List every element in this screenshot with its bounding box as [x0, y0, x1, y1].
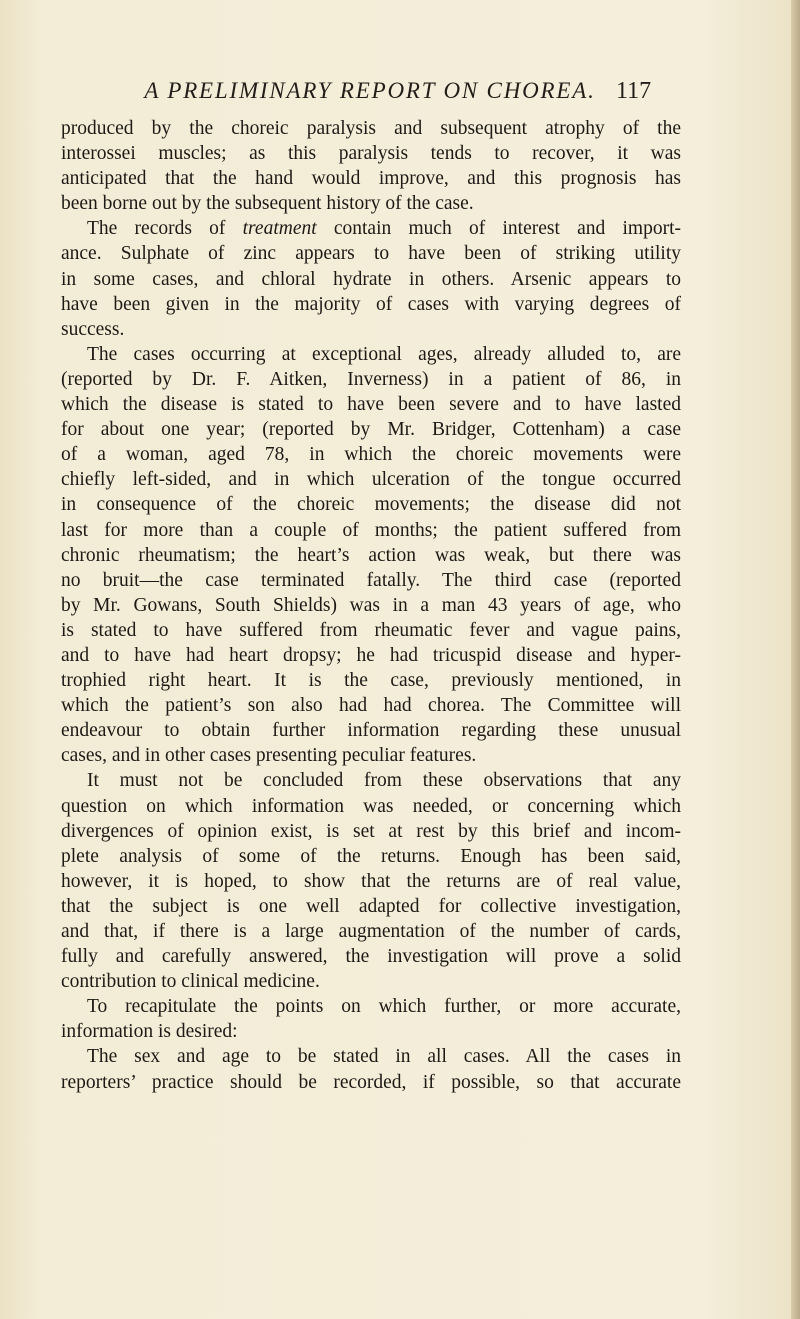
text-line: cases, and in other cases presenting peculiar features. [61, 745, 477, 767]
text-line: and that, if there is a large augmentation of the number of cards, [61, 921, 681, 942]
text-line: question on which information was needed, or concerning which [61, 795, 681, 817]
body-text [61, 116, 681, 1095]
text-line: in some cases, and chloral hydrate in others. Arsenic appears to [61, 268, 681, 290]
text-segment: contain much of interest and import- [316, 218, 681, 240]
text-line: information is desired: [61, 1021, 238, 1043]
text-line: and to have had heart dropsy; he had tricuspid disease and hyper- [61, 644, 681, 666]
text-line: contribution to clinical medicine. [61, 971, 320, 993]
page-number: 117 [616, 78, 652, 104]
text-line: To recapitulate the points on which further, or more accurate, [87, 996, 681, 1018]
text-line: produced by the choreic paralysis and subsequent atrophy of the [61, 118, 681, 139]
text-line: ance. Sulphate of zinc appears to have been of striking utility [61, 243, 681, 265]
text-line: last for more than a couple of months; the patient suffered from [61, 519, 681, 541]
text-line: by Mr. Gowans, South Shields) was in a man 43 years of age, who [61, 594, 681, 616]
text-line: (reported by Dr. F. Aitken, Inverness) in a patient of 86, in [61, 368, 681, 390]
text-line [61, 216, 681, 241]
text-line: It must not be concluded from these observations that any [87, 770, 681, 792]
text-line: endeavour to obtain further information regarding these unusual [61, 720, 681, 742]
text-line: trophied right heart. It is the case, previously mentioned, in [61, 670, 681, 692]
page-header [0, 74, 800, 114]
text-line: however, it is hoped, to show that the returns are of real value, [61, 870, 681, 892]
page-edge-shadow [791, 0, 800, 1319]
text-line: chiefly left-sided, and in which ulceration of the tongue occurred [61, 469, 681, 491]
text-line: that the subject is one well adapted for collective investigation, [61, 895, 681, 917]
text-line: in consequence of the choreic movements; the disease did not [61, 494, 681, 516]
text-line: divergences of opinion exist, is set at rest by this brief and incom- [61, 820, 681, 842]
text-line: anticipated that the hand would improve, and this prognosis has [61, 168, 681, 190]
emphasized-term: treatment [242, 218, 317, 240]
text-line: The sex and age to be stated in all cases. All the cases in [87, 1046, 681, 1068]
text-segment: The records of [87, 218, 243, 240]
text-line: of a woman, aged 78, in which the choreic movements were [61, 444, 681, 466]
text-line: The cases occurring at exceptional ages, already alluded to, are [87, 343, 681, 365]
text-line: been borne out by the subsequent history of the case. [61, 193, 474, 215]
text-line: no bruit—the case terminated fatally. The third case (reported [61, 569, 681, 591]
text-line: plete analysis of some of the returns. Enough has been said, [61, 845, 681, 867]
text-line: which the patient’s son also had had chorea. The Committee will [61, 695, 681, 717]
text-line: have been given in the majority of cases with varying degrees of [61, 293, 681, 315]
text-line: chronic rheumatism; the heart’s action was weak, but there was [61, 544, 681, 566]
text-line: is stated to have suffered from rheumatic fever and vague pains, [61, 619, 681, 641]
text-line: success. [61, 318, 125, 340]
text-line: fully and carefully answered, the investigation will prove a solid [61, 946, 681, 968]
text-line: which the disease is stated to have been severe and to have lasted [61, 394, 681, 416]
text-line: interossei muscles; as this paralysis tends to recover, it was [61, 143, 681, 165]
text-line: reporters’ practice should be recorded, if possible, so that accurate [61, 1071, 681, 1093]
text-line: for about one year; (reported by Mr. Bridger, Cottenham) a case [61, 419, 681, 441]
running-title: A PRELIMINARY REPORT ON CHOREA. [144, 78, 596, 103]
